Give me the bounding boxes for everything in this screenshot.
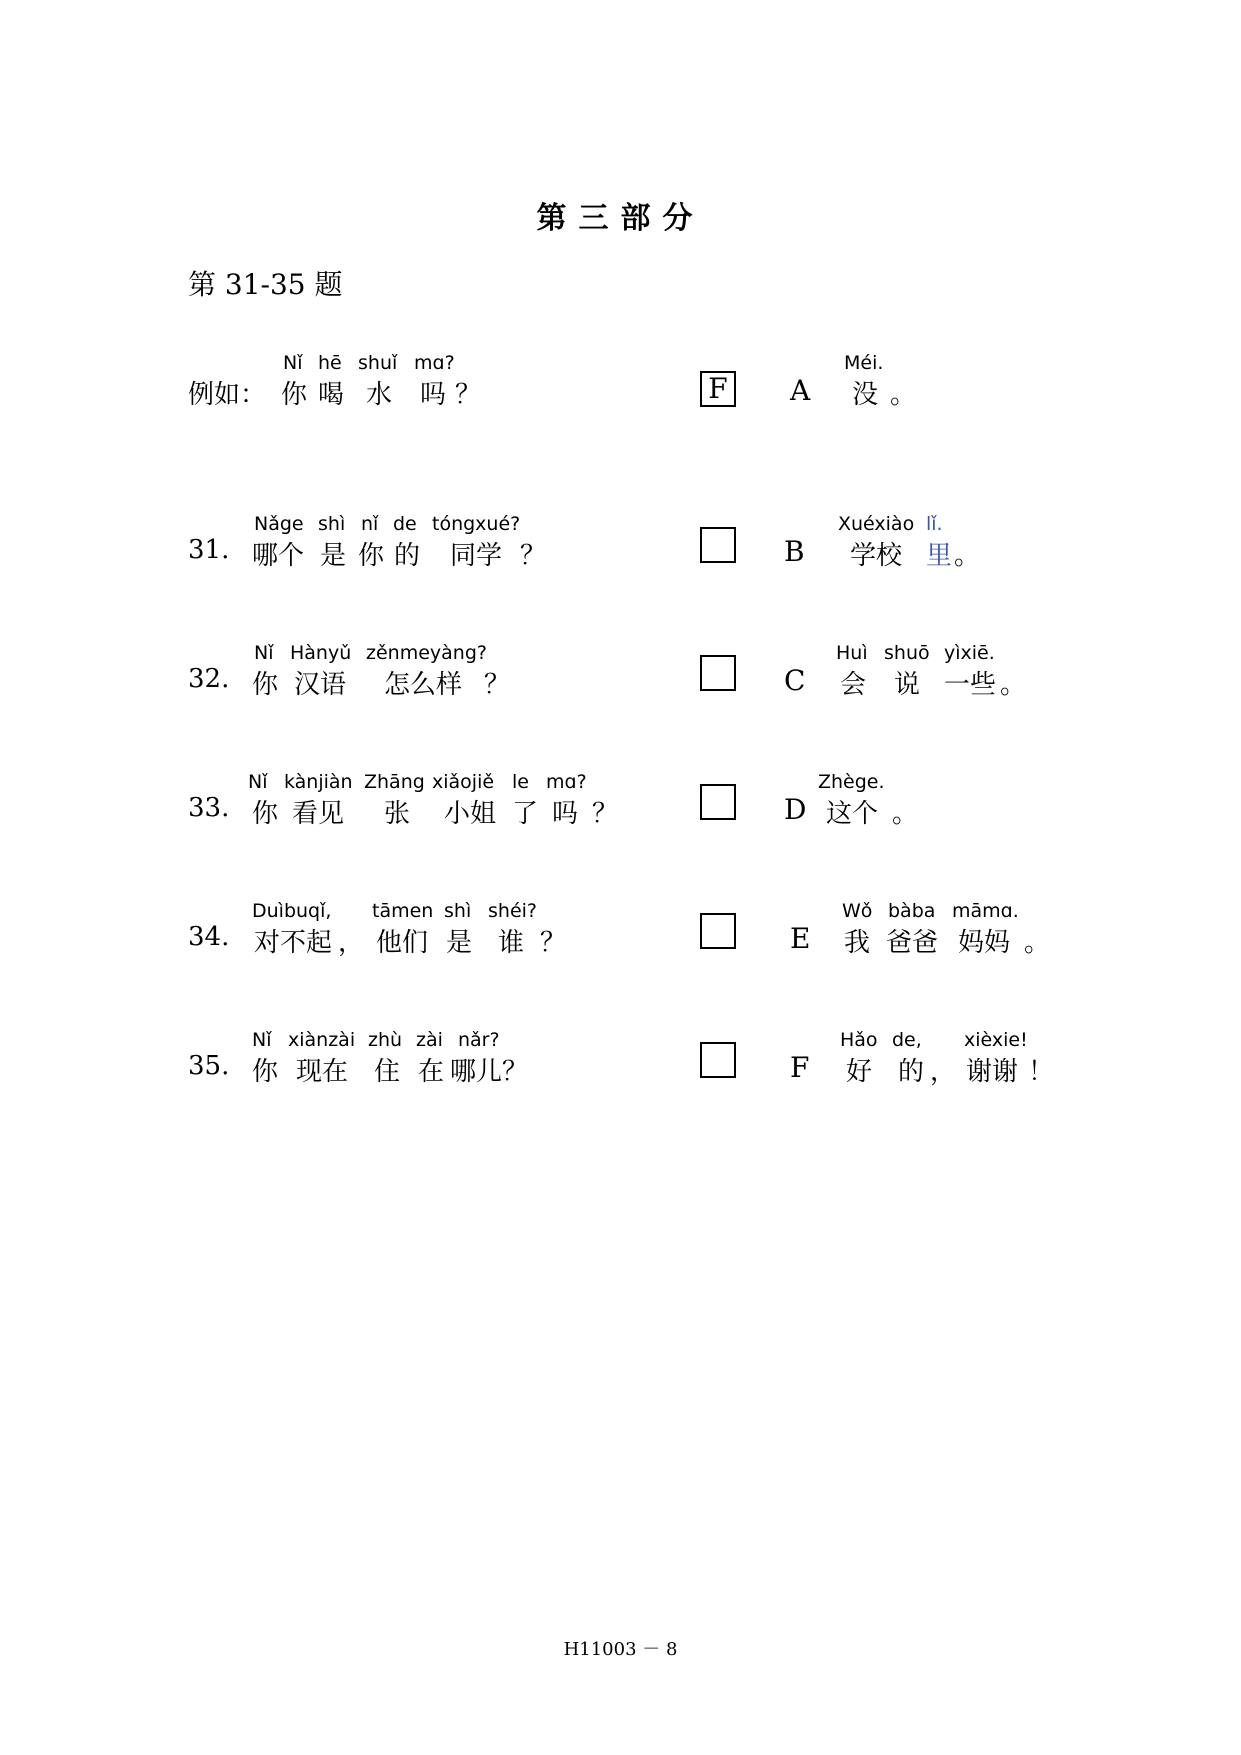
- hanzi-word: 的: [394, 541, 421, 571]
- question-range-title: 第 31-35 题: [188, 268, 343, 301]
- hanzi-word: 你: [281, 380, 308, 410]
- pinyin-word: zhù: [368, 1029, 403, 1051]
- pinyin-word: Hànyǔ: [290, 642, 352, 664]
- option-letter: F: [790, 1051, 810, 1084]
- example-label: 例如：: [188, 380, 267, 410]
- pinyin-word: Nǐ: [283, 352, 303, 374]
- hanzi-word: 哪个: [252, 541, 305, 571]
- hanzi-word: 你: [252, 1057, 279, 1087]
- hanzi-word: 的: [898, 1057, 925, 1087]
- pinyin-word: xiǎojiě: [432, 771, 495, 793]
- hanzi-word: 你: [358, 541, 385, 571]
- hanzi-word: 水: [366, 380, 393, 410]
- pinyin-word: bàba: [888, 900, 936, 922]
- pinyin-word: Zhège.: [818, 771, 885, 793]
- pinyin-word: Wǒ: [842, 900, 873, 922]
- hanzi-word: 学校: [850, 541, 903, 571]
- option-letter: D: [784, 793, 807, 826]
- hanzi-word: 张: [384, 799, 411, 829]
- question-number: 35.: [188, 1051, 230, 1081]
- section-title: 第三部分: [536, 201, 705, 236]
- hanzi-punctuation: ？: [484, 670, 511, 700]
- pinyin-word: kànjiàn: [284, 771, 353, 793]
- hanzi-word: 里: [926, 541, 953, 571]
- example-answer-box: F: [700, 371, 736, 407]
- page-footer: H11003 － 8: [563, 1639, 678, 1660]
- hanzi-word: 哪儿？: [450, 1057, 529, 1087]
- answer-box[interactable]: [700, 527, 736, 563]
- pinyin-word: shuǐ: [358, 352, 398, 374]
- hanzi-punctuation: ？: [540, 928, 567, 958]
- hanzi-word: 同学: [450, 541, 503, 571]
- hanzi-punctuation: 。: [1000, 670, 1027, 700]
- pinyin-word: de: [393, 513, 417, 535]
- pinyin-word: nǎr?: [458, 1029, 500, 1051]
- pinyin-word: xiànzài: [288, 1029, 356, 1051]
- option-letter: A: [790, 374, 811, 407]
- hanzi-word: 你: [252, 670, 279, 700]
- hanzi-word: 喝: [318, 380, 345, 410]
- pinyin-word: Nǐ: [252, 1029, 272, 1051]
- hanzi-word: 小姐: [444, 799, 497, 829]
- pinyin-word: mɑ?: [546, 771, 587, 793]
- hanzi-word: 对不起: [254, 928, 333, 958]
- hanzi-punctuation: ！: [1028, 1057, 1055, 1087]
- hanzi-word: 是: [320, 541, 347, 571]
- hanzi-word: 妈妈: [958, 928, 1011, 958]
- hanzi-word: 看见: [292, 799, 345, 829]
- hanzi-word: 怎么样: [384, 670, 463, 700]
- pinyin-word: lǐ.: [926, 513, 943, 535]
- hanzi-word: 你: [252, 799, 279, 829]
- pinyin-word: shéi?: [488, 900, 537, 922]
- hanzi-word: 汉语: [294, 670, 347, 700]
- question-number: 31.: [188, 535, 230, 565]
- answer-box[interactable]: [700, 655, 736, 691]
- hanzi-punctuation: ，: [338, 928, 365, 958]
- hanzi-punctuation: 。: [954, 541, 981, 571]
- hanzi-word: 是: [446, 928, 473, 958]
- pinyin-word: xièxie!: [964, 1029, 1028, 1051]
- pinyin-word: Duìbuqǐ,: [252, 900, 332, 922]
- pinyin-word: nǐ: [361, 513, 379, 535]
- pinyin-word: Hǎo: [840, 1029, 878, 1051]
- pinyin-word: tāmen: [372, 900, 434, 922]
- pinyin-word: zài: [416, 1029, 443, 1051]
- pinyin-word: Nǐ: [248, 771, 268, 793]
- hanzi-punctuation: 。: [1024, 928, 1051, 958]
- hanzi-punctuation: ？: [520, 541, 547, 571]
- hanzi-word: 这个: [826, 799, 879, 829]
- hanzi-word: 我: [844, 928, 871, 958]
- hanzi-word: 一些: [944, 670, 997, 700]
- hanzi-word: 爸爸: [886, 928, 939, 958]
- hanzi-word: 吗: [552, 799, 579, 829]
- hanzi-punctuation: 。: [892, 799, 919, 829]
- pinyin-word: Nǐ: [254, 642, 274, 664]
- pinyin-word: Huì: [836, 642, 868, 664]
- answer-box[interactable]: [700, 913, 736, 949]
- pinyin-word: shì: [444, 900, 472, 922]
- pinyin-word: shì: [318, 513, 346, 535]
- hanzi-word: 吗: [420, 380, 447, 410]
- hanzi-word: 好: [846, 1057, 873, 1087]
- hanzi-word: 说: [894, 670, 921, 700]
- pinyin-word: Nǎge: [254, 513, 304, 535]
- pinyin-word: mɑ?: [414, 352, 455, 374]
- hanzi-word: 住: [374, 1057, 401, 1087]
- pinyin-word: tóngxué?: [432, 513, 521, 535]
- hanzi-word: 没: [852, 380, 879, 410]
- hanzi-punctuation: ？: [455, 380, 482, 410]
- hanzi-word: 谁: [498, 928, 525, 958]
- hanzi-word: 在: [418, 1057, 445, 1087]
- hanzi-punctuation: ，: [930, 1057, 957, 1087]
- pinyin-word: le: [512, 771, 529, 793]
- hanzi-word: 他们: [376, 928, 429, 958]
- hanzi-word: 会: [840, 670, 867, 700]
- pinyin-word: Méi.: [844, 352, 884, 374]
- hanzi-punctuation: ？: [592, 799, 619, 829]
- option-letter: E: [790, 922, 811, 955]
- pinyin-word: shuō: [884, 642, 930, 664]
- question-number: 34.: [188, 922, 230, 952]
- pinyin-word: zěnmeyàng?: [366, 642, 487, 664]
- hanzi-word: 现在: [296, 1057, 349, 1087]
- hanzi-punctuation: 。: [890, 380, 917, 410]
- answer-box[interactable]: [700, 1042, 736, 1078]
- pinyin-word: hē: [318, 352, 342, 374]
- pinyin-word: de,: [892, 1029, 922, 1051]
- option-letter: B: [784, 535, 805, 568]
- pinyin-word: yìxiē.: [944, 642, 995, 664]
- question-number: 32.: [188, 664, 230, 694]
- answer-box[interactable]: [700, 784, 736, 820]
- pinyin-word: Zhāng: [364, 771, 425, 793]
- hanzi-word: 了: [512, 799, 539, 829]
- hanzi-word: 谢谢: [966, 1057, 1019, 1087]
- option-letter: C: [784, 664, 806, 697]
- question-number: 33.: [188, 793, 230, 823]
- pinyin-word: Xuéxiào: [838, 513, 915, 535]
- pinyin-word: māmɑ.: [952, 900, 1019, 922]
